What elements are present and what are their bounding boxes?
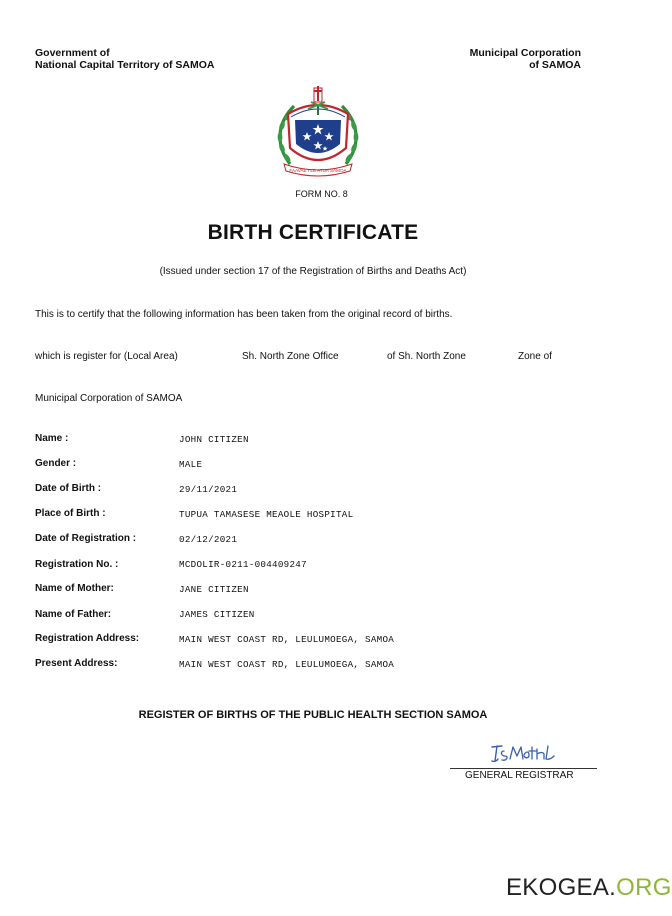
header-municipal-line1: Municipal Corporation (469, 47, 581, 59)
field-label-place-of-birth: Place of Birth : (35, 508, 106, 519)
signature-line (450, 768, 597, 769)
register-line: REGISTER OF BIRTHS OF THE PUBLIC HEALTH SECTION SAMOA (138, 709, 488, 721)
field-value-date-of-birth: 29/11/2021 (179, 484, 238, 495)
field-label-date-of-birth: Date of Birth : (35, 483, 102, 494)
site-watermark (506, 874, 672, 902)
emblem-motto: FAAVAE I LE ATUA SAMOA (289, 168, 347, 173)
signature-icon (488, 741, 560, 765)
field-label-registration-no: Registration No. : (35, 559, 119, 570)
certify-text: This is to certify that the following information has been taken from the original record of births. (35, 309, 453, 320)
field-label-registration-address: Registration Address: (35, 633, 140, 644)
watermark-tld: ORG (616, 874, 672, 901)
general-registrar-label: GENERAL REGISTRAR (465, 770, 574, 781)
local-area-prefix: which is register for (Local Area) (35, 351, 178, 362)
header-municipal (470, 47, 581, 71)
field-value-gender: MALE (179, 459, 203, 470)
field-label-date-of-registration: Date of Registration : (35, 533, 137, 544)
field-value-date-of-registration: 02/12/2021 (179, 534, 238, 545)
field-label-name-of-father: Name of Father: (35, 609, 112, 620)
field-value-name-of-mother: JANE CITIZEN (179, 584, 249, 595)
field-label-present-address: Present Address: (35, 658, 118, 669)
field-value-place-of-birth: TUPUA TAMASESE MEAOLE HOSPITAL (179, 509, 354, 520)
certificate-title: BIRTH CERTIFICATE (207, 221, 419, 244)
header-government-line1: Government of (35, 47, 110, 59)
field-label-name-of-mother: Name of Mother: (35, 583, 114, 594)
local-area-office: Sh. North Zone Office (242, 351, 339, 362)
issued-under-text: (Issued under section 17 of the Registration of Births and Deaths Act) (159, 266, 467, 277)
municipal-line: Municipal Corporation of SAMOA (35, 393, 183, 404)
coat-of-arms-emblem (268, 84, 368, 180)
field-value-name-of-father: JAMES CITIZEN (179, 609, 255, 620)
field-label-gender: Gender : (35, 458, 77, 469)
field-value-present-address: MAIN WEST COAST RD, LEULUMOEGA, SAMOA (179, 659, 395, 670)
header-government (35, 47, 215, 71)
field-value-name: JOHN CITIZEN (179, 434, 249, 445)
field-value-registration-address: MAIN WEST COAST RD, LEULUMOEGA, SAMOA (179, 634, 395, 645)
header-municipal-line2: of SAMOA (529, 59, 581, 71)
cross-icon (314, 86, 322, 102)
local-area-of-zone: of Sh. North Zone (387, 351, 466, 362)
header-government-line2: National Capital Territory of SAMOA (35, 59, 215, 71)
watermark-main: EKOGEA. (506, 874, 617, 901)
form-number: FORM NO. 8 (295, 189, 348, 199)
local-area-zone-of: Zone of (518, 351, 552, 362)
field-value-registration-no: MCDOLIR-0211-004409247 (179, 559, 307, 570)
field-label-name: Name : (35, 433, 69, 444)
